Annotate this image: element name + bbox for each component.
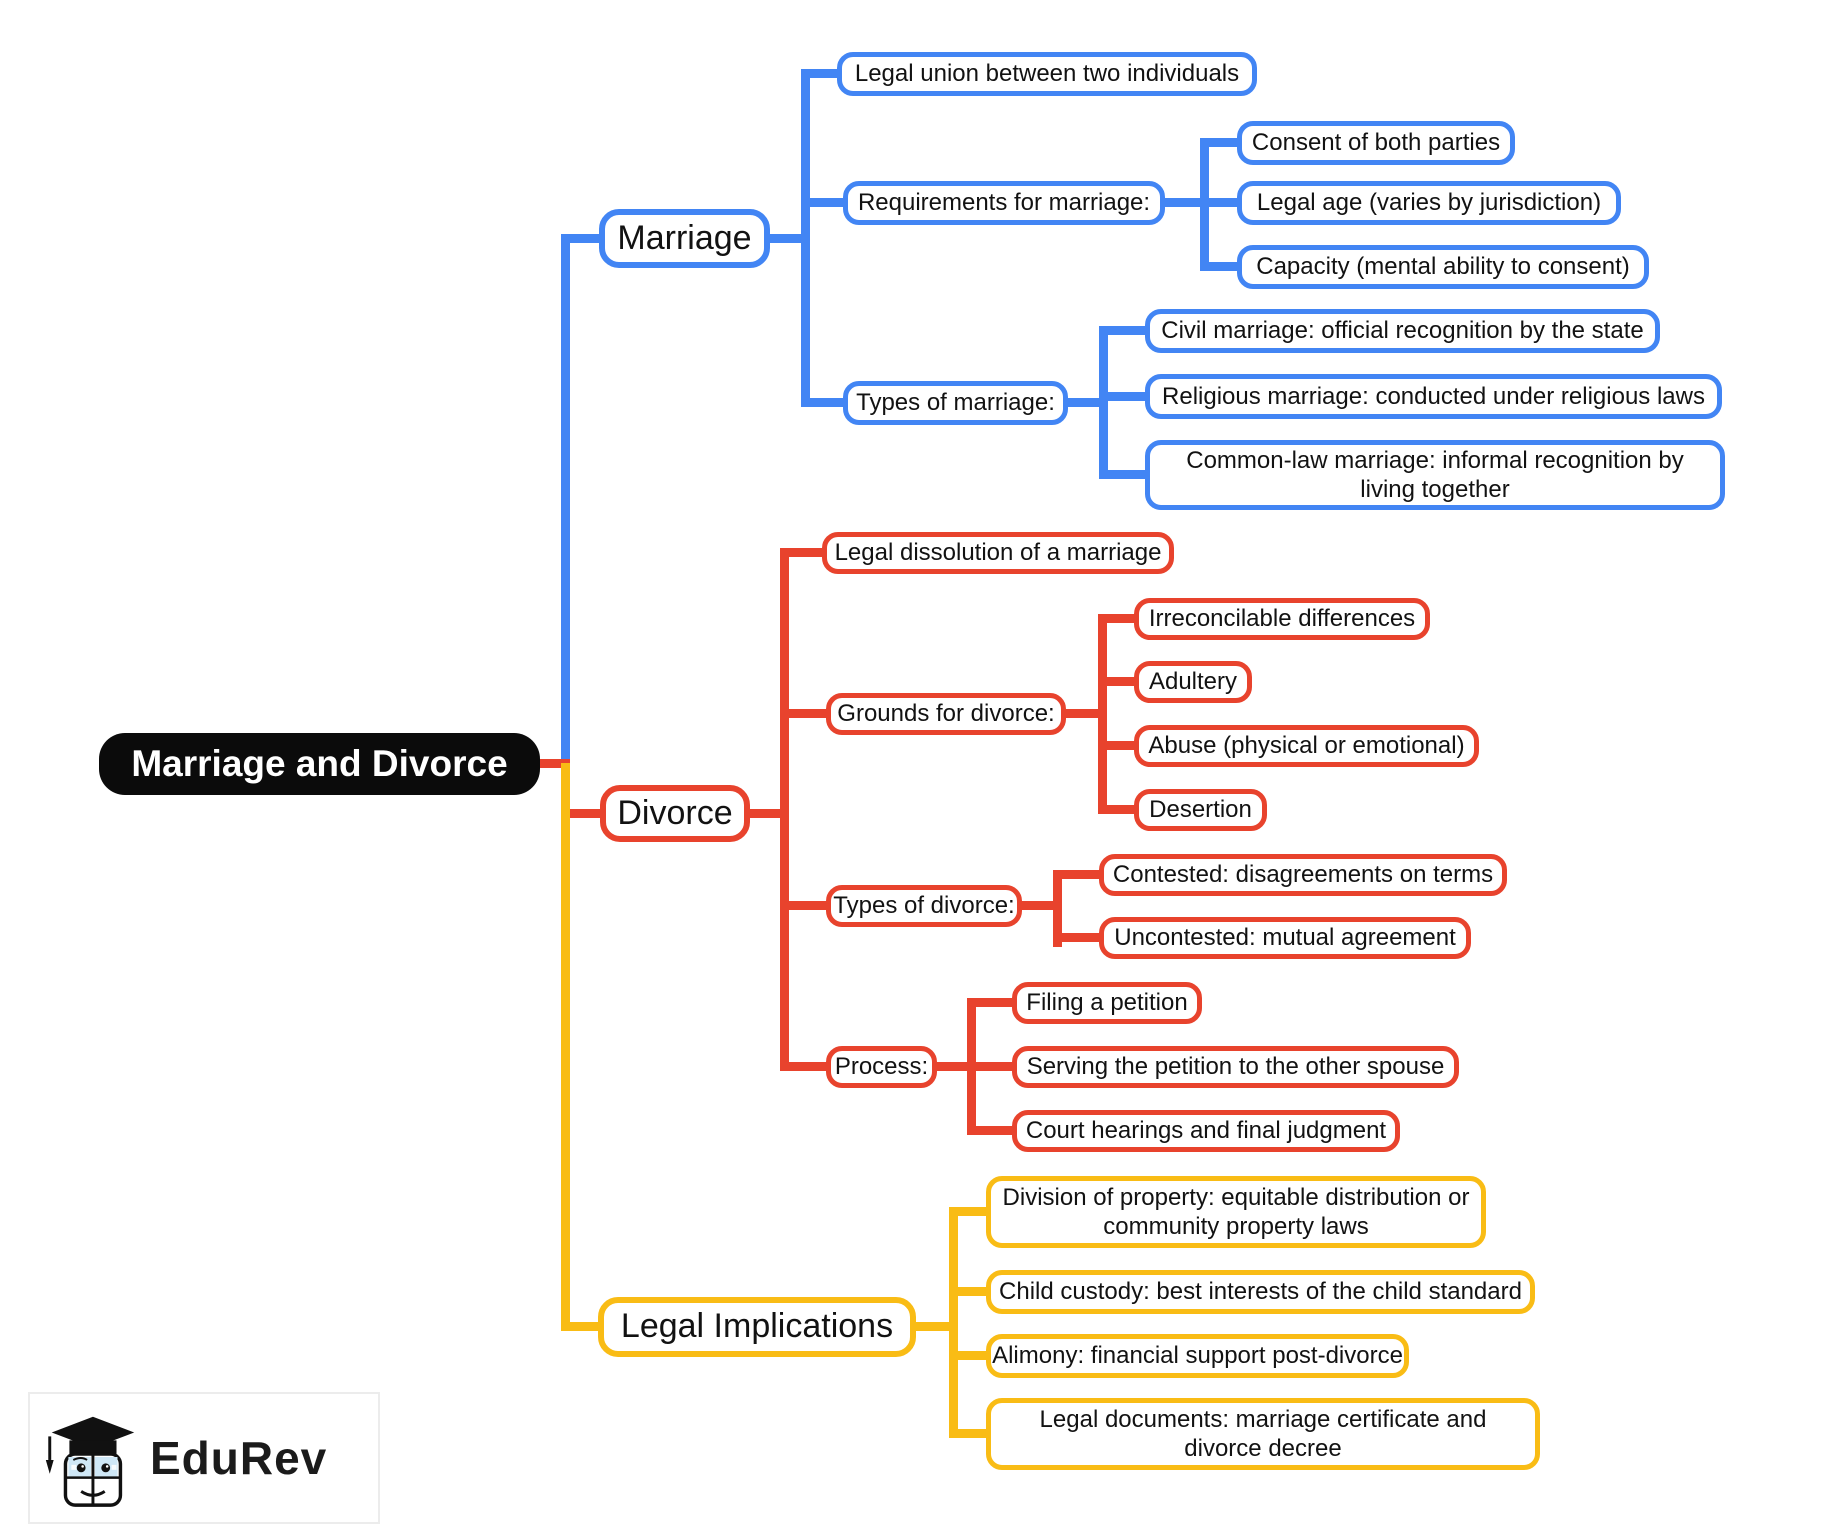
- connector-types-marriage-children-trunk: [1099, 326, 1108, 479]
- connector-requirements-to-children: [1163, 198, 1205, 207]
- connector-blue-marriage-stub: [561, 234, 599, 243]
- connector-stub-serving: [967, 1062, 1012, 1071]
- connector-marriage-children-trunk: [801, 69, 810, 407]
- node-alimony: Alimony: financial support post-divorce: [986, 1334, 1409, 1378]
- node-adultery: Adultery: [1134, 661, 1252, 703]
- node-types-of-marriage: Types of marriage:: [843, 381, 1068, 425]
- node-court-hearings: Court hearings and final judgment: [1012, 1110, 1400, 1152]
- connector-stub-grounds: [780, 709, 826, 718]
- branch-node-divorce: Divorce: [600, 785, 750, 842]
- connector-divorce-children-trunk: [780, 548, 789, 1071]
- node-irreconcilable-differences: Irreconcilable differences: [1134, 598, 1430, 640]
- node-contested: Contested: disagreements on terms: [1099, 854, 1507, 896]
- connector-stub-legal-age: [1200, 198, 1237, 207]
- connector-stub-custody: [949, 1287, 986, 1296]
- branch-node-marriage: Marriage: [599, 209, 770, 268]
- node-common-law-marriage: Common-law marriage: informal recognition by living together: [1145, 440, 1725, 510]
- node-civil-marriage: Civil marriage: official recognition by the state: [1145, 309, 1660, 353]
- connector-stub-filing: [967, 998, 1012, 1007]
- connector-stub-requirements: [801, 198, 843, 207]
- connector-stub-contested: [1053, 870, 1099, 879]
- node-religious-marriage: Religious marriage: conducted under religious laws: [1145, 374, 1722, 419]
- connector-stub-court: [967, 1126, 1012, 1135]
- node-legal-age: Legal age (varies by jurisdiction): [1237, 181, 1621, 225]
- connector-stub-documents: [949, 1429, 986, 1438]
- connector-stub-abuse: [1098, 741, 1134, 750]
- edurev-mascot-icon: [36, 1401, 144, 1515]
- node-division-of-property: Division of property: equitable distribution or community property laws: [986, 1176, 1486, 1248]
- connector-stub-division: [949, 1207, 986, 1216]
- connector-yellow-legal-stub: [561, 1322, 598, 1331]
- connector-stub-desertion: [1098, 805, 1134, 814]
- connector-stub-religious: [1099, 392, 1145, 401]
- connector-yellow-trunk: [561, 763, 570, 1327]
- connector-stub-process: [780, 1062, 826, 1071]
- node-requirements-for-marriage: Requirements for marriage:: [843, 181, 1165, 225]
- connector-stub-uncontested: [1053, 933, 1099, 942]
- mindmap-root-node: Marriage and Divorce: [99, 733, 540, 795]
- connector-stub-common-law: [1099, 470, 1145, 479]
- node-legal-dissolution: Legal dissolution of a marriage: [822, 532, 1174, 574]
- connector-stub-dissolution: [780, 548, 822, 557]
- node-types-of-divorce: Types of divorce:: [826, 885, 1022, 927]
- node-legal-documents: Legal documents: marriage certificate and divorce decree: [986, 1398, 1540, 1470]
- node-filing-petition: Filing a petition: [1012, 982, 1202, 1024]
- connector-stub-types-marriage: [801, 398, 843, 407]
- node-abuse: Abuse (physical or emotional): [1134, 725, 1479, 767]
- connector-stub-civil: [1099, 326, 1145, 335]
- node-desertion: Desertion: [1134, 789, 1267, 831]
- edurev-logo: [28, 1392, 380, 1524]
- connector-grounds-children-trunk: [1098, 614, 1107, 814]
- connector-legal-children-trunk: [949, 1207, 958, 1438]
- node-child-custody: Child custody: best interests of the child standard: [986, 1270, 1535, 1314]
- connector-stub-legal-union: [801, 69, 837, 78]
- branch-node-legal-implications: Legal Implications: [598, 1297, 916, 1357]
- connector-stub-capacity: [1200, 262, 1237, 271]
- connector-blue-trunk: [561, 234, 570, 767]
- connector-stub-adultery: [1098, 677, 1134, 686]
- node-grounds-for-divorce: Grounds for divorce:: [826, 693, 1066, 735]
- edurev-logo-text: EduRev: [150, 1432, 328, 1484]
- connector-stub-consent: [1200, 138, 1237, 147]
- connector-stub-irreconcilable: [1098, 614, 1134, 623]
- connector-stub-types-divorce: [780, 901, 826, 910]
- connector-stub-alimony: [949, 1351, 986, 1360]
- node-capacity: Capacity (mental ability to consent): [1237, 245, 1649, 289]
- node-uncontested: Uncontested: mutual agreement: [1099, 917, 1471, 959]
- node-serving-petition: Serving the petition to the other spouse: [1012, 1046, 1459, 1088]
- node-legal-union: Legal union between two individuals: [837, 52, 1257, 96]
- node-consent: Consent of both parties: [1237, 121, 1515, 165]
- node-process: Process:: [826, 1046, 937, 1088]
